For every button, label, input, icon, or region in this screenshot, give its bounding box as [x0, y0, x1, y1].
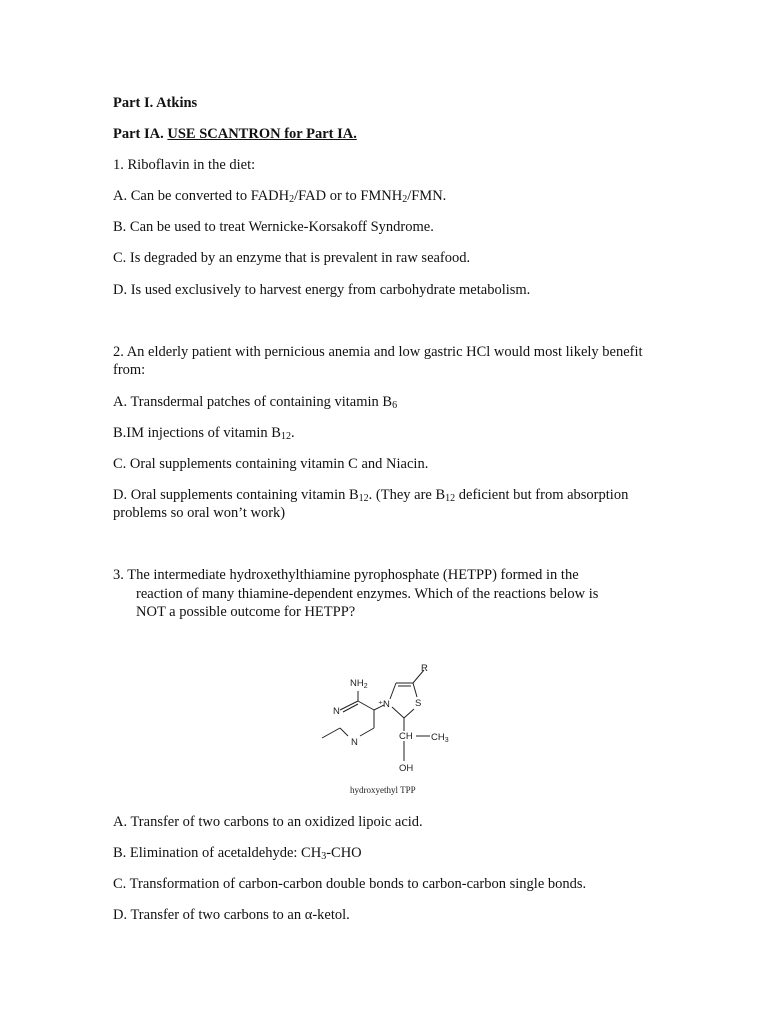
- question-2-option-a: [113, 393, 397, 411]
- subpart-prefix: Part IA.: [113, 126, 168, 142]
- figure-caption: hydroxyethyl TPP: [350, 785, 416, 795]
- q1-a-text-1: A. Can be converted to FADH: [113, 188, 290, 204]
- question-2-stem: 2. An elderly patient with pernicious anemia and low gastric HCl would most likely benefit from:: [113, 344, 643, 378]
- alpha-symbol: α: [304, 907, 313, 923]
- label-oh: OH: [399, 763, 414, 774]
- question-1-option-b: B. Can be used to treat Wernicke-Korsakoff Syndrome.: [113, 219, 434, 235]
- q2-b-text: B.IM injections of vitamin B: [113, 425, 281, 441]
- q3-b-post: -CHO: [326, 845, 362, 861]
- label-r: R: [421, 663, 428, 674]
- question-3-stem-line-1: 3. The intermediate hydroxethylthiamine pyrophosphate (HETPP) formed in the: [113, 567, 579, 583]
- label-nh2: [350, 678, 368, 690]
- question-3-stem-line-3: NOT a possible outcome for HETPP?: [136, 604, 356, 620]
- q2-b-post: .: [290, 425, 295, 441]
- label-ch3: [431, 732, 449, 744]
- q2-a-sub: 6: [392, 400, 398, 411]
- question-3-stem-line-2: reaction of many thiamine-dependent enzymes. Which of the reactions below is: [136, 586, 599, 602]
- part-title: Part I. Atkins: [113, 95, 198, 111]
- q2-b-sub: 12: [280, 431, 291, 442]
- question-3-option-d: [113, 906, 350, 924]
- q3-b-sub: 3: [321, 851, 327, 862]
- question-1-stem: 1. Riboflavin in the diet:: [113, 157, 256, 173]
- q1-a-text-3: /FMN.: [407, 188, 447, 204]
- question-1-option-d: D. Is used exclusively to harvest energy from carbohydrate metabolism.: [113, 282, 531, 298]
- question-2-option-d: [113, 486, 658, 522]
- label-ch3-sub: 3: [444, 737, 449, 744]
- q3-d-post: -ketol.: [312, 907, 350, 923]
- q3-d-text: D. Transfer of two carbons to an: [113, 907, 305, 923]
- q2-d-text-3: deficient but from absorption problems so oral won’t work): [113, 487, 629, 521]
- q1-a-sub-1: 2: [289, 194, 295, 205]
- label-n-plus: ⁺N: [378, 699, 390, 710]
- q1-a-sub-2: 2: [402, 194, 408, 205]
- label-ch: CH: [399, 731, 413, 742]
- question-3-option-c: C. Transformation of carbon-carbon double bonds to carbon-carbon single bonds.: [113, 876, 587, 892]
- label-n-ring-2: N: [351, 737, 358, 748]
- q2-d-text-2: . (They are B: [368, 487, 446, 503]
- question-2-option-b: [113, 424, 295, 442]
- label-s: S: [415, 698, 422, 709]
- question-3-option-b: [113, 844, 362, 862]
- q3-b-text: B. Elimination of acetaldehyde: CH: [113, 845, 322, 861]
- q1-a-text-2: /FAD or to FMNH: [294, 188, 403, 204]
- question-2-option-c: C. Oral supplements containing vitamin C and Niacin.: [113, 456, 429, 472]
- question-1-option-c: C. Is degraded by an enzyme that is prevalent in raw seafood.: [113, 250, 471, 266]
- label-ch3-main: CH: [431, 732, 445, 743]
- label-n-ring-1: N: [333, 706, 340, 717]
- question-1-option-a: [113, 187, 446, 205]
- subpart-title: [113, 125, 357, 143]
- q2-d-text-1: D. Oral supplements containing vitamin B: [113, 487, 359, 503]
- label-nh2-sub: 2: [363, 683, 368, 690]
- question-3-option-a: A. Transfer of two carbons to an oxidized lipoic acid.: [113, 814, 423, 830]
- q2-d-sub-1: 12: [358, 493, 369, 504]
- label-nh2-main: NH: [350, 678, 364, 689]
- q2-a-text: A. Transdermal patches of containing vitamin B: [113, 394, 393, 410]
- hydroxyethyl-tpp-structure: [310, 655, 470, 800]
- scantron-instruction: USE SCANTRON for Part IA.: [167, 126, 357, 142]
- q2-d-sub-2: 12: [445, 493, 456, 504]
